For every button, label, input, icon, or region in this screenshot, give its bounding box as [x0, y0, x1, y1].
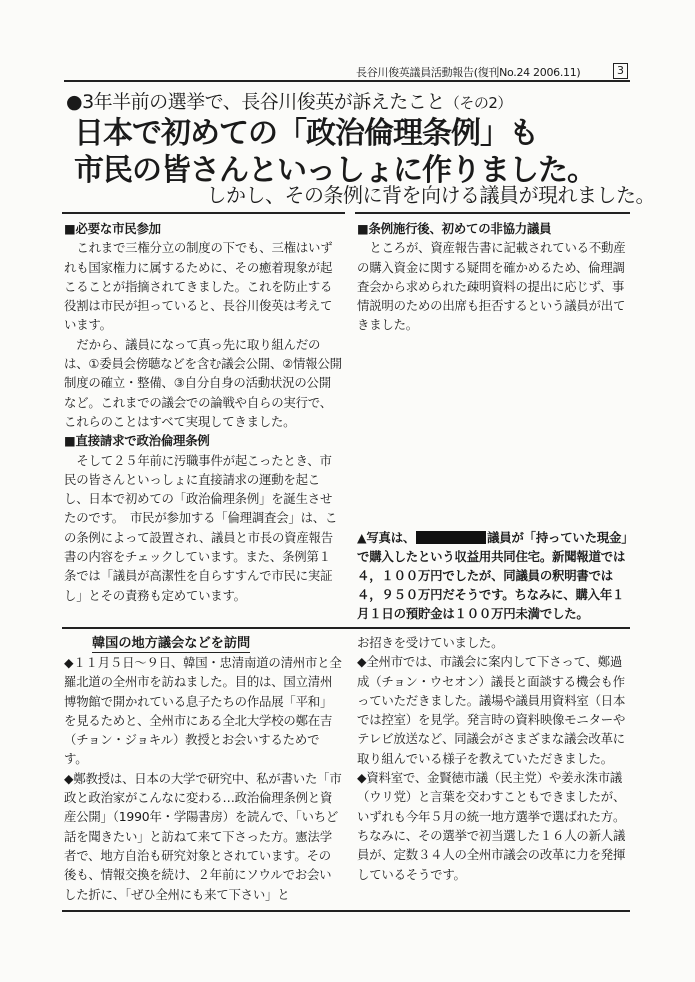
left-column-bottom	[64, 653, 342, 904]
paragraph: ◆鄭教授は、日本の大学で研究中、私が書いた「市政と政治家がこんなに変わる…政治倫理条例と資産公開」（1990年・学陽書房）を読んで、「いちど話を聞きたい」と訪ねて来て下さった方。憲法学者で、地方自治も研究対象とされています。その後も、情報交換を続け、２年前にソウルでお会いした折に、「ぜひ全州にも来て下さい」と	[64, 770, 342, 902]
photo-caption	[357, 528, 629, 623]
lead-part: （その2）	[444, 94, 512, 112]
paragraph: ところが、資産報告書に記載されている不動産の購入資金に関する疑問を確かめるため、倫理調査会から求められた疎明資料の提出に応じず、事情説明のための出席も拒否するという議員が出てきました。	[357, 240, 626, 333]
headline-line-2: 市民の皆さんといっしょに作りました。	[74, 153, 596, 188]
lead-text: 3年半前の選挙で、長谷川俊英が訴えたこと	[82, 91, 445, 113]
paragraph: ◆全州市では、市議会に案内して下さって、鄭過成（チョン・ウセオン）議長と面談する機会も作っていただきました。議場や議員用資料室（日本では控室）を見学。発言時の資料映像モニターやテレビ放送など、同議会がさまざまな議会改革に取り組んでいる様子を教えていただきました。	[357, 654, 626, 766]
paragraph: これまで三権分立の制度の下でも、三権はいずれも国家権力に属するために、その癒着現象が起こることが指摘されてきました。これを防止する役割は市民が担っていると、長谷川俊英は考えています。	[64, 240, 333, 333]
housing-photo-area	[357, 345, 629, 525]
paragraph: そして２５年前に汚職事件が起こったとき、市民の皆さんといっしょに直接請求の運動を起こし、日本で初めての「政治倫理条例」を誕生させたのです。 市民が参加する「倫理調査会」は、この条例によって設置され、議員と市長の資産報告書の内容をチェックしています。また、条例第１条では「議員が高潔性を自らすすんで市民に実証し」とその責務も定めています。	[64, 452, 338, 603]
section-divider	[62, 627, 630, 629]
paragraph: だから、議員になって真っ先に取り組んだのは、①委員会傍聴などを含む議会公開、②情報公開制度の確立・整備、③自分自身の活動状況の公開など。これまでの議会での論戦や自らの実行で、これらのことはすべて実現してきました。	[64, 336, 342, 429]
paragraph: お招きを受けていました。	[357, 635, 504, 650]
column-divider-left	[62, 212, 345, 214]
paragraph: ◆資料室で、金賢徳市議（民主党）や姜永洙市議（ウリ党）と言葉を交わすこともできましたが、いずれも今年５月の統一地方選挙で選ばれた方。ちなみに、その選挙で初当選した１６人の新人議員が、定数３４人の全州市議会の改革に力を発揮しているそうです。	[357, 770, 626, 882]
header-divider	[64, 80, 630, 82]
bottom-divider	[62, 910, 630, 912]
publication-header: 長谷川俊英議員活動報告(復刊No.24 2006.11)	[356, 66, 581, 79]
right-column-top	[357, 219, 629, 335]
korea-section-title: 韓国の地方議会などを訪問	[92, 632, 250, 653]
redaction-bar	[416, 531, 486, 544]
caption-start: ▲写真は、	[357, 530, 416, 545]
caption-body: 議員が「持っていた現金」で購入したという収益用共同住宅。新聞報道では４，１００万円でしたが、同議員の釈明書では４，９５０万円だそうです。ちなみに、購入年１月１日の預貯金は１００万円未満でした。	[357, 530, 628, 621]
section-heading-noncoop: ■条例施行後、初めての非協力議員	[357, 221, 552, 236]
section-heading-direct: ■直接請求で政治倫理条例	[64, 433, 210, 449]
subheadline: しかし、その条例に背を向ける議員が現れました。	[206, 183, 655, 207]
section-heading-citizen: ■必要な市民参加	[64, 221, 161, 236]
left-column-top	[64, 219, 343, 605]
headline-line-1: 日本で初めての「政治倫理条例」も	[74, 116, 538, 151]
right-column-bottom	[357, 633, 629, 884]
paragraph: ◆１１月５日～９日、韓国・忠清南道の清州市と全羅北道の全州市を訪ねました。目的は、国立清州博物館で開かれている息子たちの作品展「平和」を見るためと、全州市にある全北大学校の鄭在吉（チョン・ジョキル）教授とお会いするためです。	[64, 655, 342, 767]
bullet-icon: ●	[66, 91, 83, 113]
page-number: 3	[613, 63, 628, 79]
column-divider-right	[355, 212, 630, 214]
